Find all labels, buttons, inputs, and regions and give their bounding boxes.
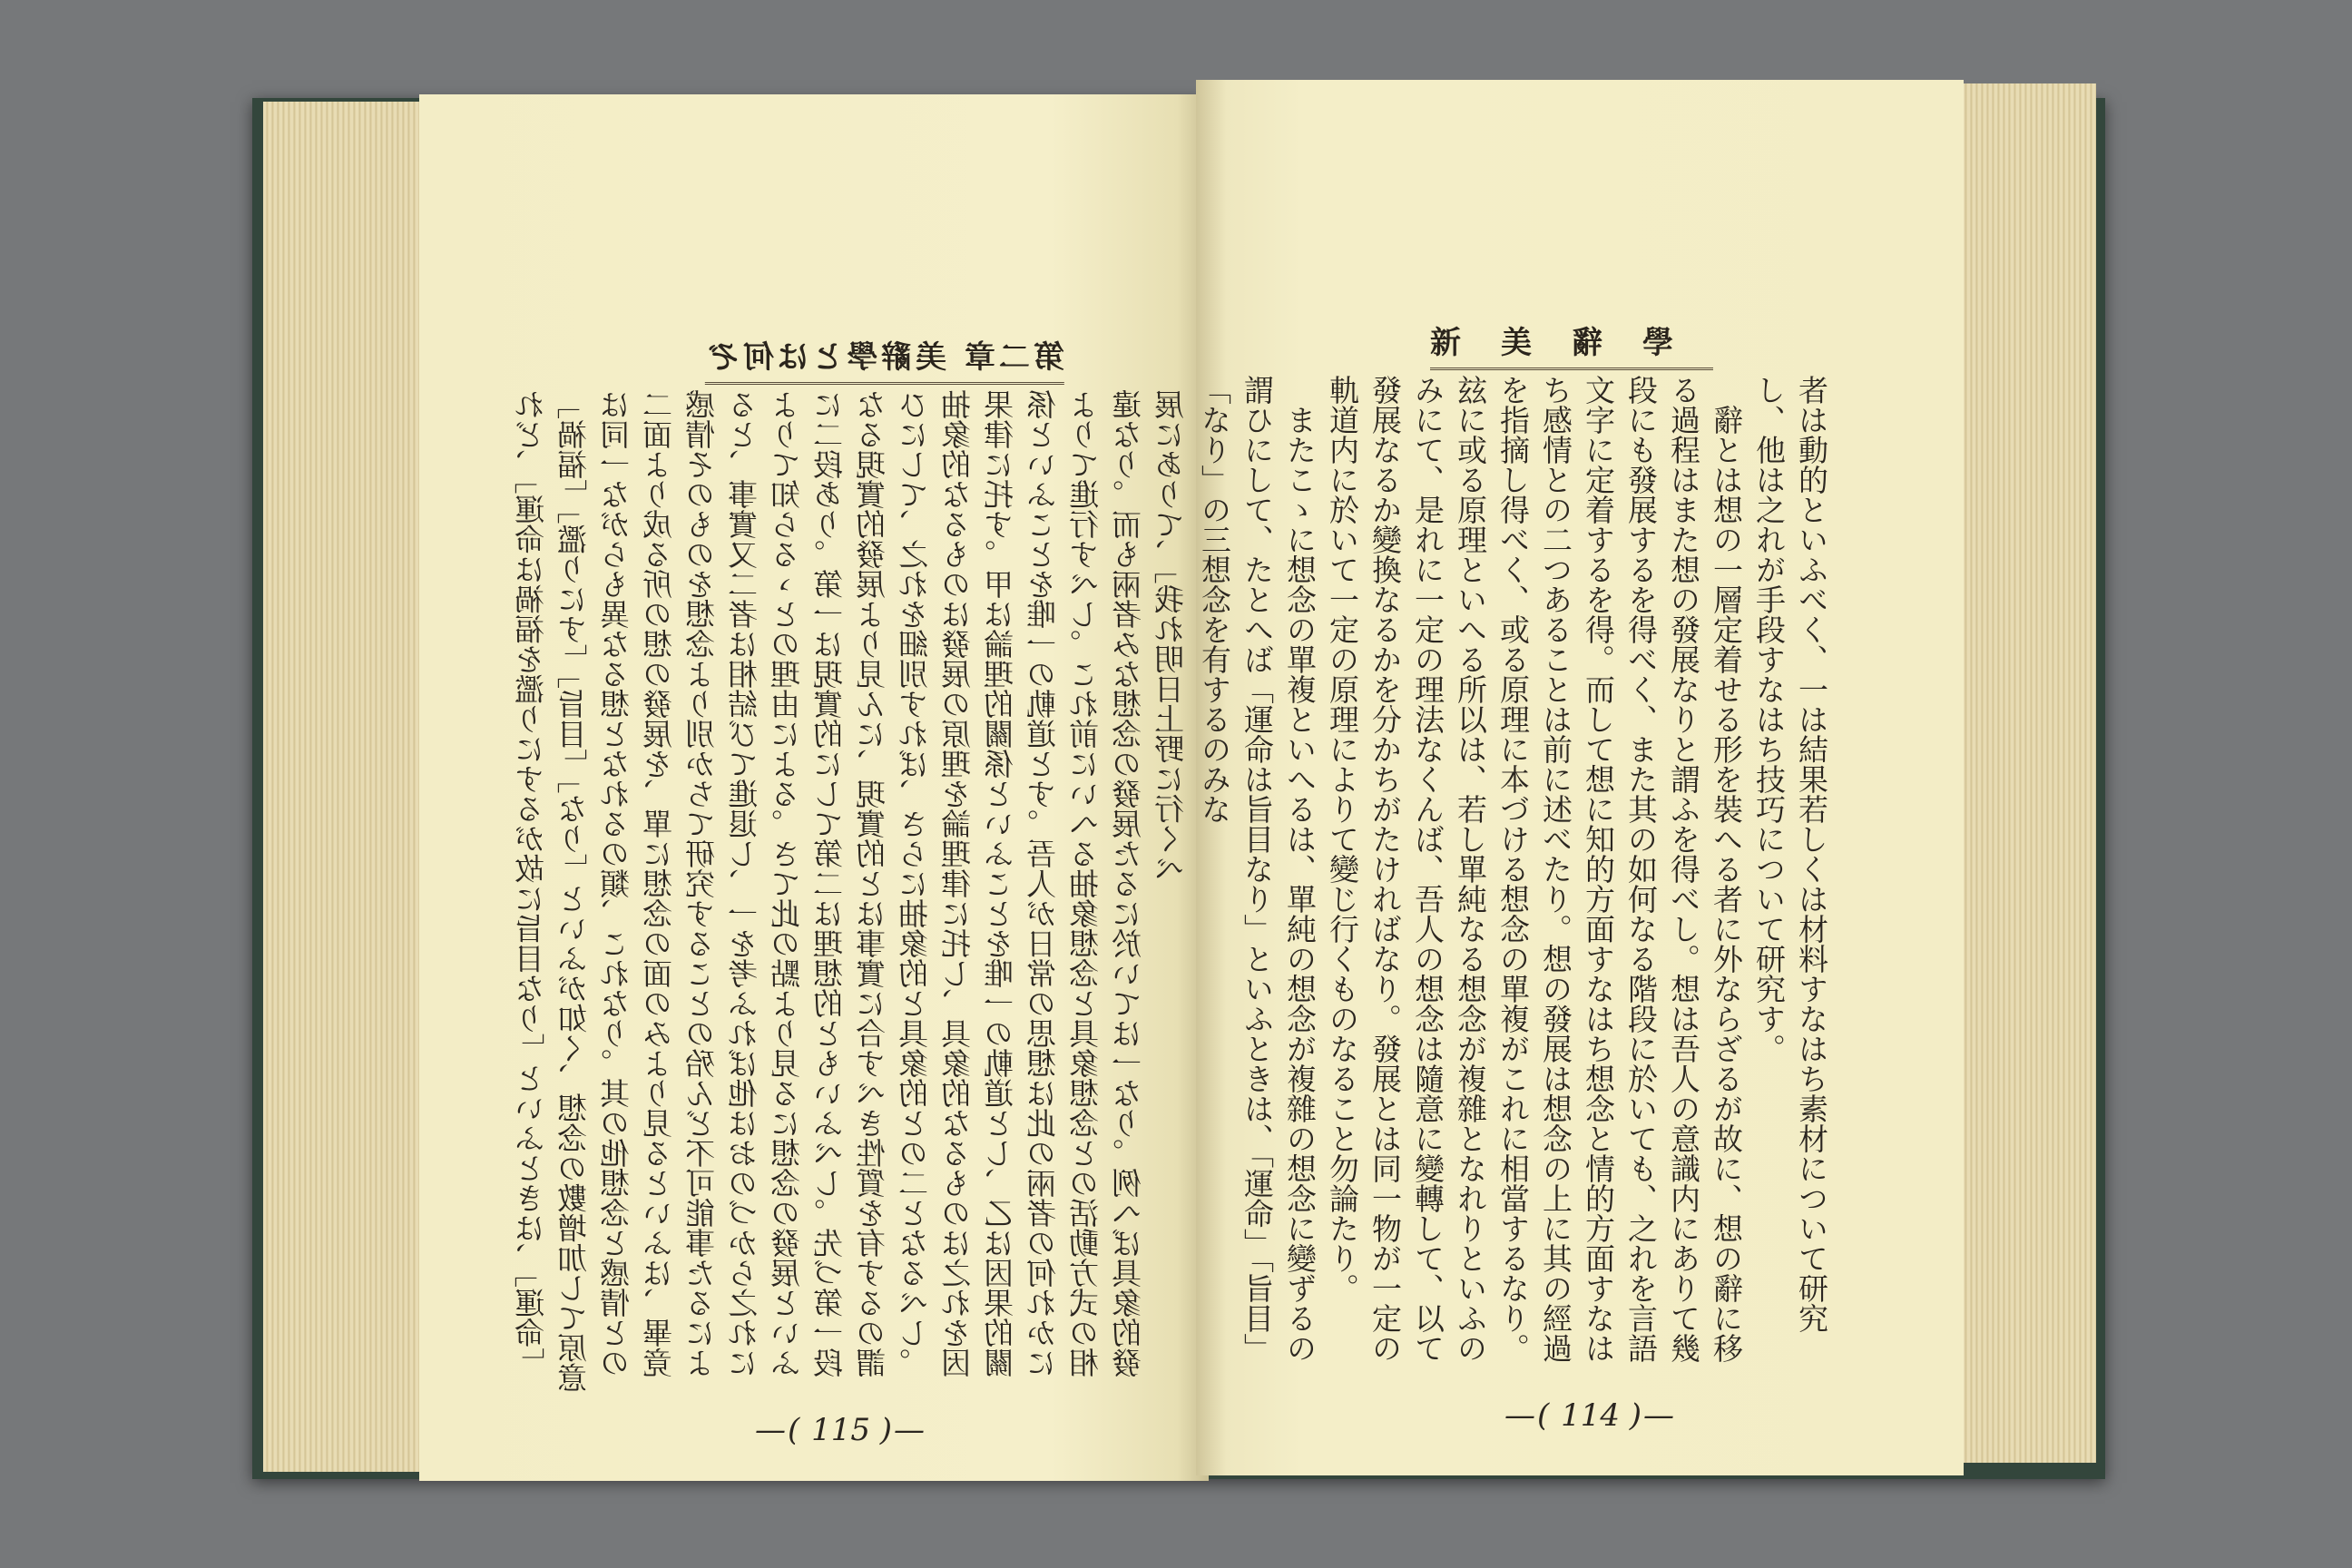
left-paragraph: れど、「運命は禍福を濫りにするが故に旨目なり」といふときは、「運命」「禍福」「濫りにす」「旨目」「なり」といふが如く、想念の數增加して原意は同一ながらも異なる想となれるの類、これなり。其の他想念と感情との二面より成る所の想の發展を、單に想念の面のみより見るといふは、畢竟感情そのものを想念より別かちて研究することの殆んど不可能事たるによると、事實又二者は相結びて進退し、一を考ふれば他はおのづから之れによりて知らるゝとの理由による。さて此の點より見るに想念の發展といふに二段あり。第一は現實的にして第二は理想的ともいふべし。先づ第一段なる現實的發展より見んに、現實的とは事實に合すべき性質を有するの謂ひにして、之れを細別すれば、さらに抽象的と具象的との二となるべし。抽象的なるものは發展の原理を論理律に托し、具象的なるものは之れを因果律に托す。甲は論理的關係といふことを唯一の軌道とし、乙は因果的關係といふことを唯一の軌道とす。吾人が日常の思想は此の兩者の何れかによりて進行すべし。これ前にいへる抽象想念と具象想念との活動方式の相違なり。而も兩者みな想念の發展たるに於いては一なり。例へば具象的發展にありて、「我れ明日上野に行くべ <box>514 389 1189 1393</box>
left-folio: —( 115 )— <box>755 1412 927 1448</box>
left-page <box>419 94 1209 1481</box>
left-page-body <box>510 389 1189 1396</box>
left-running-head: 第二章 美辭學とは何ぞ <box>705 332 1064 385</box>
right-paragraph: またこゝに想念の單複といへるは、單純の想念が複雜の想念に變ずるの謂ひにして、たとへば「運命は旨目なり」といふときは、「運命」「旨目」「なり」の三想念を有するのみな <box>1197 375 1318 1363</box>
right-page-body <box>1197 375 1833 1382</box>
right-folio: —( 114 )— <box>1504 1397 1677 1434</box>
right-running-head: 新美辭學 <box>1430 318 1713 370</box>
right-paragraph: 辭とは想の一層定着せる形を裝へる者に外ならざるが故に、想の辭に移る過程はまた想の發展なりと謂ふを得べし。想は吾人の意識内にありて幾段にも發展するを得べく、また其の如何なる階段に於いても、之れを言語文字に定着するを得。而して想に知的方面すなはち想念と情的方面すなはち感情との二つあることは前に述べたり。想の發展は想念の上に其の經過を指摘し得べく、或る原理に本づける想念の單複がこれに相當するなり。玆に或る原理といへる所以は、若し單純なる想念が複雜となれりといふのみにて、是れに一定の理法なくんば、吾人の想念は隨意に變轉して、以て發展なるか變換なるかを分かちがたければなり。發展とは同一物が一定の軌道内に於いて一定の原理によりて變じ行くものなること勿論たり。 <box>1325 375 1744 1363</box>
right-page <box>1196 80 1964 1475</box>
left-page-edges <box>263 102 426 1472</box>
right-paragraph: 者は動的といふべく、一は結果若しくは材料すなはち素材について研究し、他は之れが手段すなはち技巧について研究す。 <box>1751 375 1829 1333</box>
right-page-edges <box>1951 83 2096 1463</box>
left-page-number: 115 <box>811 1412 870 1448</box>
right-page-number: 114 <box>1561 1397 1620 1434</box>
